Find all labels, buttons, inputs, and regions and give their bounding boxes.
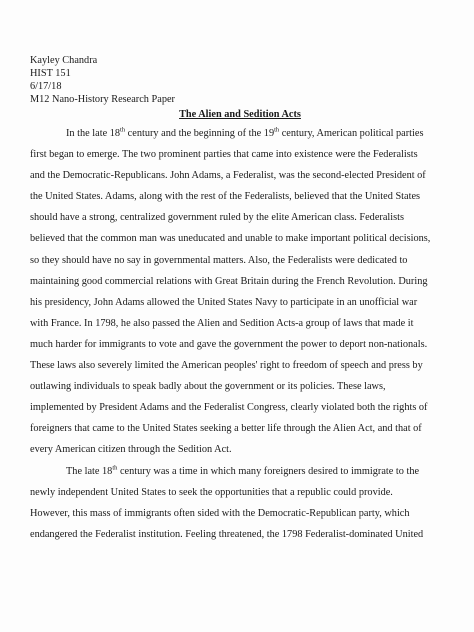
paper-title: The Alien and Sedition Acts xyxy=(179,109,301,120)
paragraph-1-line: and the Democratic-Republicans. John Adams, a Federalist, was the second-elected President of xyxy=(30,170,426,182)
paragraph-2-line: endangered the Federalist institution. Feeling threatened, the 1798 Federalist-dominated United xyxy=(30,528,424,540)
author-name: Kayley Chandra xyxy=(30,55,98,66)
paper-date: 6/17/18 xyxy=(30,81,62,92)
paragraph-2 xyxy=(30,461,450,545)
paragraph-1-line: first began to emerge. The two prominent parties that came into existence were the Federalists xyxy=(30,149,418,161)
paragraph-1-line: In the late 18th century and the beginning of the 19th century, American political parties xyxy=(66,126,424,139)
paragraph-2-line: The late 18th century was a time in which many foreigners desired to immigrate to the xyxy=(66,464,420,477)
paragraph-1-line: should have a strong, centralized government ruled by the elite American class. Federalists xyxy=(30,212,405,224)
paragraph-1-line: implemented by President Adams and the Federalist Congress, clearly violated both the rights of xyxy=(30,402,428,414)
paragraph-1-line: foreigners that came to the United States seeking a better life through the Alien Act, and that of xyxy=(30,423,422,435)
paragraph-1-line: much harder for immigrants to vote and gave the government the power to deport non-nationals. xyxy=(30,338,428,350)
paragraph-2-line: However, this mass of immigrants often sided with the Democratic-Republican party, which xyxy=(30,507,410,519)
paragraph-1-line: his presidency, John Adams allowed the United States Navy to participate in an unofficial war xyxy=(30,296,418,308)
paragraph-2-line: newly independent United States to seek the opportunities that a republic could provide. xyxy=(30,486,393,498)
paragraph-1-line: These laws also severely limited the American peoples' right to freedom of speech and press by xyxy=(30,360,423,372)
document-body xyxy=(30,54,450,545)
course-code: HIST 151 xyxy=(30,68,71,79)
paragraph-1-line: maintaining good commercial relations with Great Britain during the French Revolution. During xyxy=(30,275,428,287)
paragraph-1-line: outlawing individuals to speak badly about the government or its policies. These laws, xyxy=(30,381,386,393)
paragraph-1-line: with France. In 1798, he also passed the Alien and Sedition Acts-a group of laws that made it xyxy=(30,317,414,329)
paragraph-1-line: every American citizen through the Sedition Act. xyxy=(30,444,232,456)
paragraph-1-line: so they should have no say in governmental matters. Also, the Federalists were dedicated to xyxy=(30,254,408,266)
paragraph-1 xyxy=(30,123,450,461)
assignment-name: M12 Nano-History Research Paper xyxy=(30,94,175,105)
paragraph-1-line: believed that the common man was uneducated and unable to make important political decisions, xyxy=(30,233,431,245)
paragraph-1-line: the United States. Adams, along with the rest of the Federalists, believed that the United States xyxy=(30,191,421,203)
